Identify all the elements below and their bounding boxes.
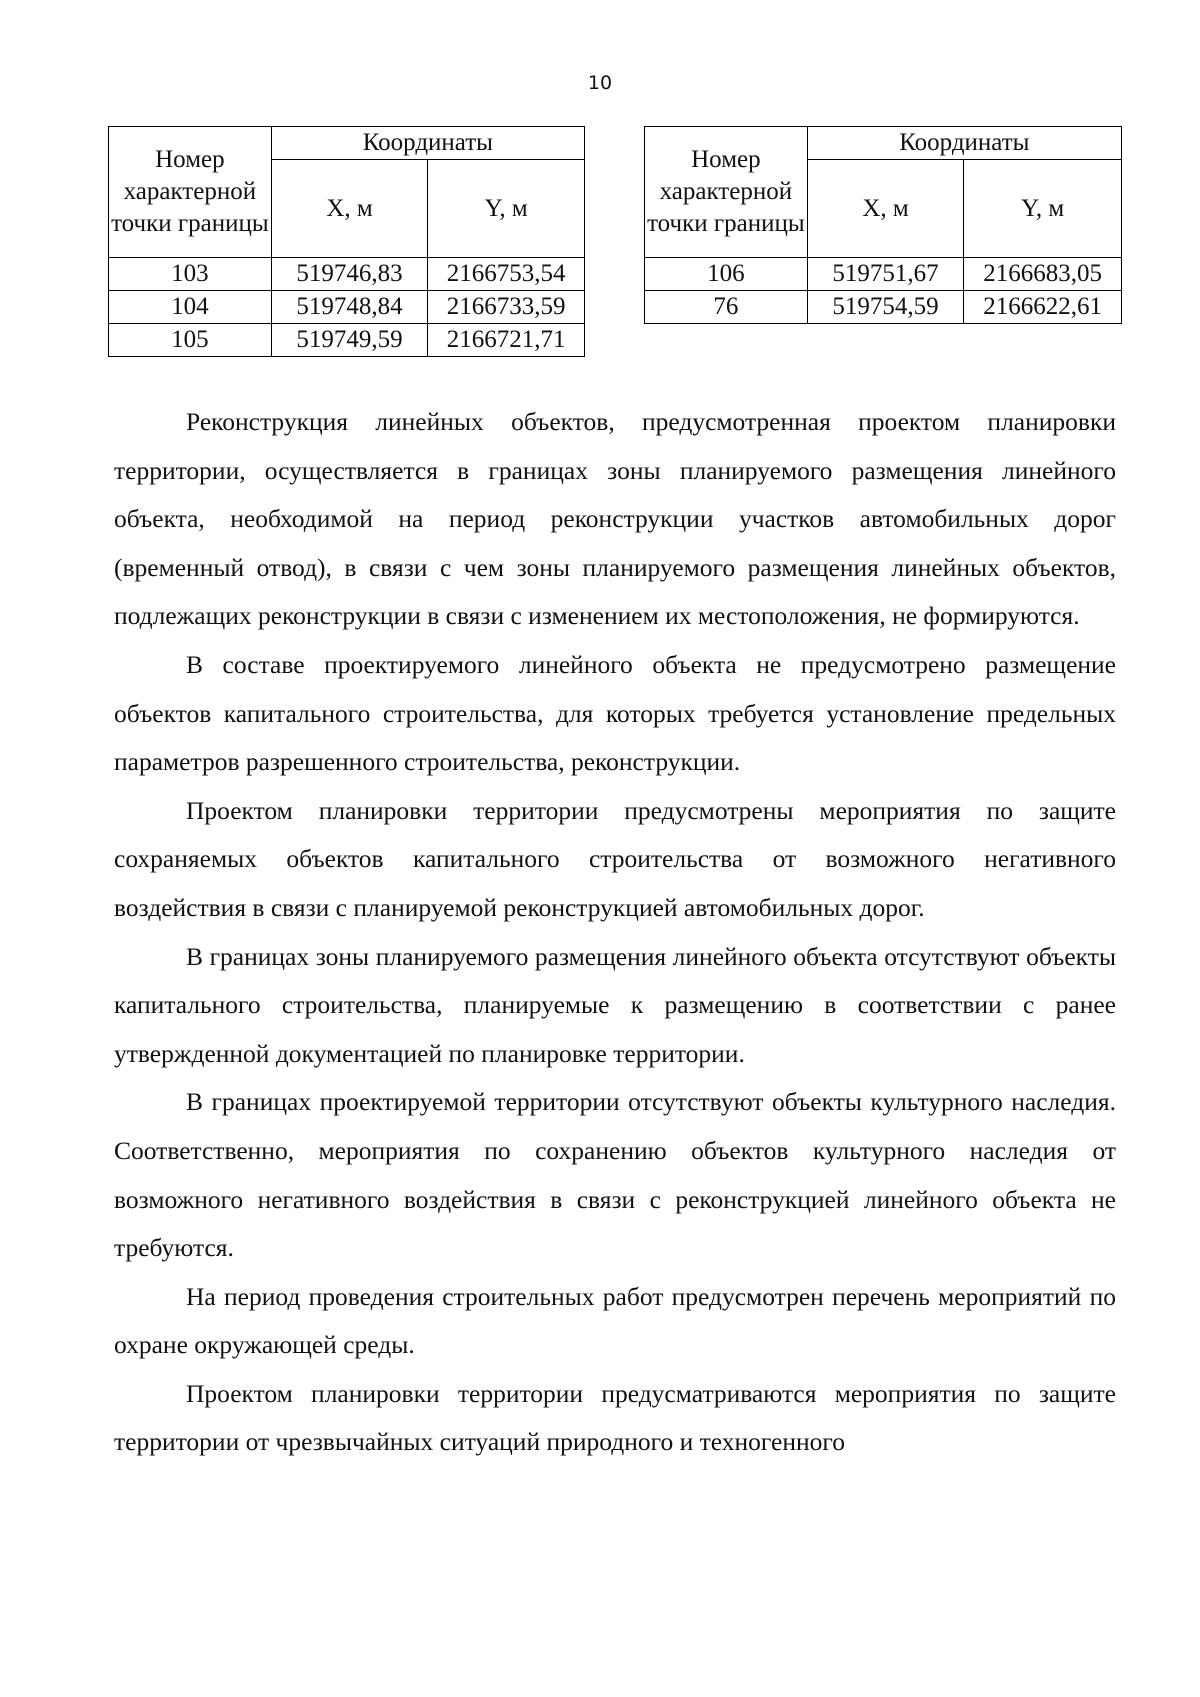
point-number-cell: 106: [645, 258, 808, 291]
point-number-cell: 103: [109, 258, 272, 291]
header-y: Y, м: [964, 160, 1122, 258]
header-coordinates: Координаты: [271, 127, 584, 160]
x-cell: 519746,83: [271, 258, 428, 291]
paragraph-cultural-heritage: В границах проектируемой территории отсутствуют объекты культурного наследия. Соответственно, мероприятия по сохранению объектов культурного наследия от возможного негативного воздействия в связи с реконструкцией линейного объекта не требуются.: [114, 1087, 1116, 1263]
y-cell: 2166721,71: [428, 324, 585, 357]
table-row: [109, 291, 585, 324]
x-cell: 519751,67: [807, 258, 964, 291]
coordinates-table-left: [108, 126, 585, 357]
point-number-cell: 76: [645, 291, 808, 324]
paragraph-no-planned-objects: В границах зоны планируемого размещения линейного объекта отсутствуют объекты капитального строительства, планируемые к размещению в соответствии с ранее утвержденной документацией по планировке территории.: [114, 941, 1116, 1068]
header-y: Y, м: [428, 160, 585, 258]
coordinates-table-right: [644, 126, 1122, 324]
paragraph-emergency-protection: Проектом планировки территории предусматриваются мероприятия по защите территории от чрезвычайных ситуаций природного и техногенного: [114, 1378, 1116, 1457]
paragraph-capital-construction: В составе проектируемого линейного объекта не предусмотрено размещение объектов капитального строительства, для которых требуется установление предельных параметров разрешенного строительства, реконструкции.: [114, 649, 1116, 777]
y-cell: 2166733,59: [428, 291, 585, 324]
paragraph-reconstruction-zone: Реконструкция линейных объектов, предусмотренная проектом планировки территории, осуществляется в границах зоны планируемого размещения линейного объекта, необходимой на период реконструкции участков автомобильных дорог (временный отвод), в связи с чем зоны планируемого размещения линейных объектов, подлежащих реконструкции в связи с изменением их местоположения, не формируются.: [114, 407, 1116, 631]
header-x: X, м: [271, 160, 428, 258]
point-number-cell: 105: [109, 324, 272, 357]
table-row: [109, 324, 585, 357]
body-text: [114, 398, 1116, 1467]
y-cell: 2166683,05: [964, 258, 1122, 291]
table-row: [109, 258, 585, 291]
paragraph-environment: На период проведения строительных работ предусмотрен перечень мероприятий по охране окружающей среды.: [114, 1281, 1116, 1360]
table-row: [645, 291, 1122, 324]
header-x: X, м: [807, 160, 964, 258]
y-cell: 2166753,54: [428, 258, 585, 291]
header-point-number: Номер характерной точки границы: [645, 127, 808, 258]
table-row: [645, 258, 1122, 291]
page-number: 10: [587, 72, 613, 94]
x-cell: 519754,59: [807, 291, 964, 324]
y-cell: 2166622,61: [964, 291, 1122, 324]
x-cell: 519748,84: [271, 291, 428, 324]
paragraph-protection-measures: Проектом планировки территории предусмотрены мероприятия по защите сохраняемых объектов капитального строительства от возможного негативного воздействия в связи с планируемой реконструкцией автомобильных дорог.: [114, 795, 1116, 922]
header-point-number: Номер характерной точки границы: [109, 127, 272, 258]
header-coordinates: Координаты: [807, 127, 1121, 160]
x-cell: 519749,59: [271, 324, 428, 357]
point-number-cell: 104: [109, 291, 272, 324]
